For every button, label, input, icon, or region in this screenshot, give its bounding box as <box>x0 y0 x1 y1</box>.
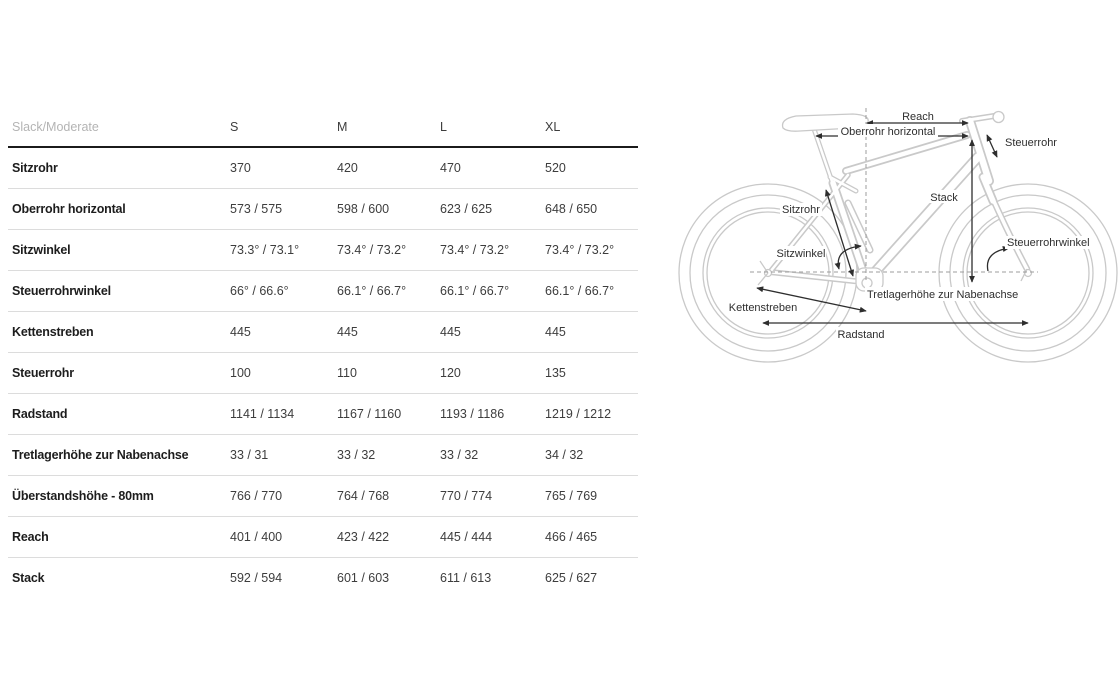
cell-m: 66.1° / 66.7° <box>337 284 407 298</box>
cell-s: 73.3° / 73.1° <box>230 243 300 257</box>
row-label: Sitzrohr <box>12 161 58 175</box>
cell-m: 601 / 603 <box>337 571 390 585</box>
table-header <box>8 108 638 148</box>
bottom-bracket <box>862 278 872 288</box>
cell-xl: 73.4° / 73.2° <box>545 243 615 257</box>
cell-s: 370 <box>230 161 251 175</box>
table-row-reach <box>8 517 638 558</box>
cell-s: 573 / 575 <box>230 202 283 216</box>
table-row-kettenstreben <box>8 312 638 353</box>
cell-m: 598 / 600 <box>337 202 390 216</box>
bike-diagram-svg <box>670 95 1119 375</box>
cell-l: 770 / 774 <box>440 489 493 503</box>
cell-xl: 34 / 32 <box>545 448 584 462</box>
cell-xl: 135 <box>545 366 566 380</box>
cell-xl: 765 / 769 <box>545 489 598 503</box>
table-row-oberrohr <box>8 189 638 230</box>
bike-geometry-diagram <box>670 95 1119 375</box>
label-reach: Reach <box>902 111 934 123</box>
cell-m: 445 <box>337 325 358 339</box>
cell-xl: 445 <box>545 325 566 339</box>
cell-s: 100 <box>230 366 251 380</box>
cell-s: 592 / 594 <box>230 571 283 585</box>
cell-l: 73.4° / 73.2° <box>440 243 510 257</box>
label-kettenstreben: Kettenstreben <box>728 302 798 314</box>
cell-l: 66.1° / 66.7° <box>440 284 510 298</box>
table-row-radstand <box>8 394 638 435</box>
cell-xl: 1219 / 1212 <box>545 407 612 421</box>
label-tretlagerhoehe: Tretlagerhöhe zur Nabenachse <box>867 289 1019 301</box>
cell-l: 33 / 32 <box>440 448 479 462</box>
table-row-steuerrohrwinkel <box>8 271 638 312</box>
table-row-ueberstandshoehe <box>8 476 638 517</box>
label-radstand: Radstand <box>837 329 885 341</box>
row-label: Reach <box>12 530 49 544</box>
cell-m: 73.4° / 73.2° <box>337 243 407 257</box>
cell-l: 1193 / 1186 <box>440 407 505 421</box>
cell-xl: 520 <box>545 161 566 175</box>
column-header-m: M <box>337 120 348 134</box>
label-sitzwinkel: Sitzwinkel <box>776 248 826 260</box>
column-header-l: L <box>440 120 447 134</box>
cell-s: 1141 / 1134 <box>230 407 295 421</box>
table-row-steuerrohr <box>8 353 638 394</box>
column-header-s: S <box>230 120 239 134</box>
cell-s: 766 / 770 <box>230 489 283 503</box>
cell-xl: 625 / 627 <box>545 571 598 585</box>
row-label: Steuerrohrwinkel <box>12 284 111 298</box>
cell-m: 1167 / 1160 <box>337 407 402 421</box>
cell-s: 445 <box>230 325 251 339</box>
row-label: Überstandshöhe - 80mm <box>12 489 154 503</box>
cell-xl: 648 / 650 <box>545 202 598 216</box>
cell-xl: 466 / 465 <box>545 530 598 544</box>
cell-m: 764 / 768 <box>337 489 390 503</box>
label-oberrohr: Oberrohr horizontal <box>840 126 936 138</box>
row-label: Sitzwinkel <box>12 243 71 257</box>
row-label: Radstand <box>12 407 68 421</box>
table-header-variant: Slack/Moderate <box>12 120 99 134</box>
cell-s: 66° / 66.6° <box>230 284 289 298</box>
steuerrohr-arrow <box>987 135 997 157</box>
cell-l: 611 / 613 <box>440 571 492 585</box>
cell-s: 33 / 31 <box>230 448 269 462</box>
row-label: Oberrohr horizontal <box>12 202 126 216</box>
row-label: Stack <box>12 571 45 585</box>
table-row-sitzwinkel <box>8 230 638 271</box>
cell-m: 423 / 422 <box>337 530 390 544</box>
cell-m: 110 <box>337 366 357 380</box>
row-label: Kettenstreben <box>12 325 94 339</box>
column-header-xl: XL <box>545 120 561 134</box>
cell-xl: 66.1° / 66.7° <box>545 284 615 298</box>
geometry-table <box>8 108 638 598</box>
steuerrohrwinkel-arc <box>987 248 1009 271</box>
label-sitzrohr: Sitzrohr <box>782 204 820 216</box>
cell-m: 33 / 32 <box>337 448 376 462</box>
cell-l: 623 / 625 <box>440 202 493 216</box>
table-row-sitzrohr <box>8 148 638 189</box>
cell-s: 401 / 400 <box>230 530 283 544</box>
cell-l: 120 <box>440 366 461 380</box>
table-row-tretlagerhoehe <box>8 435 638 476</box>
cell-l: 445 / 444 <box>440 530 493 544</box>
row-label: Tretlagerhöhe zur Nabenachse <box>12 448 189 462</box>
label-stack: Stack <box>930 192 958 204</box>
cell-l: 470 <box>440 161 461 175</box>
label-steuerrohr: Steuerrohr <box>1005 137 1057 149</box>
cell-m: 420 <box>337 161 358 175</box>
cell-l: 445 <box>440 325 461 339</box>
label-steuerrohrwinkel: Steuerrohrwinkel <box>1007 237 1090 249</box>
row-label: Steuerrohr <box>12 366 74 380</box>
handlebar-grip <box>993 112 1004 123</box>
table-row-stack <box>8 558 638 598</box>
